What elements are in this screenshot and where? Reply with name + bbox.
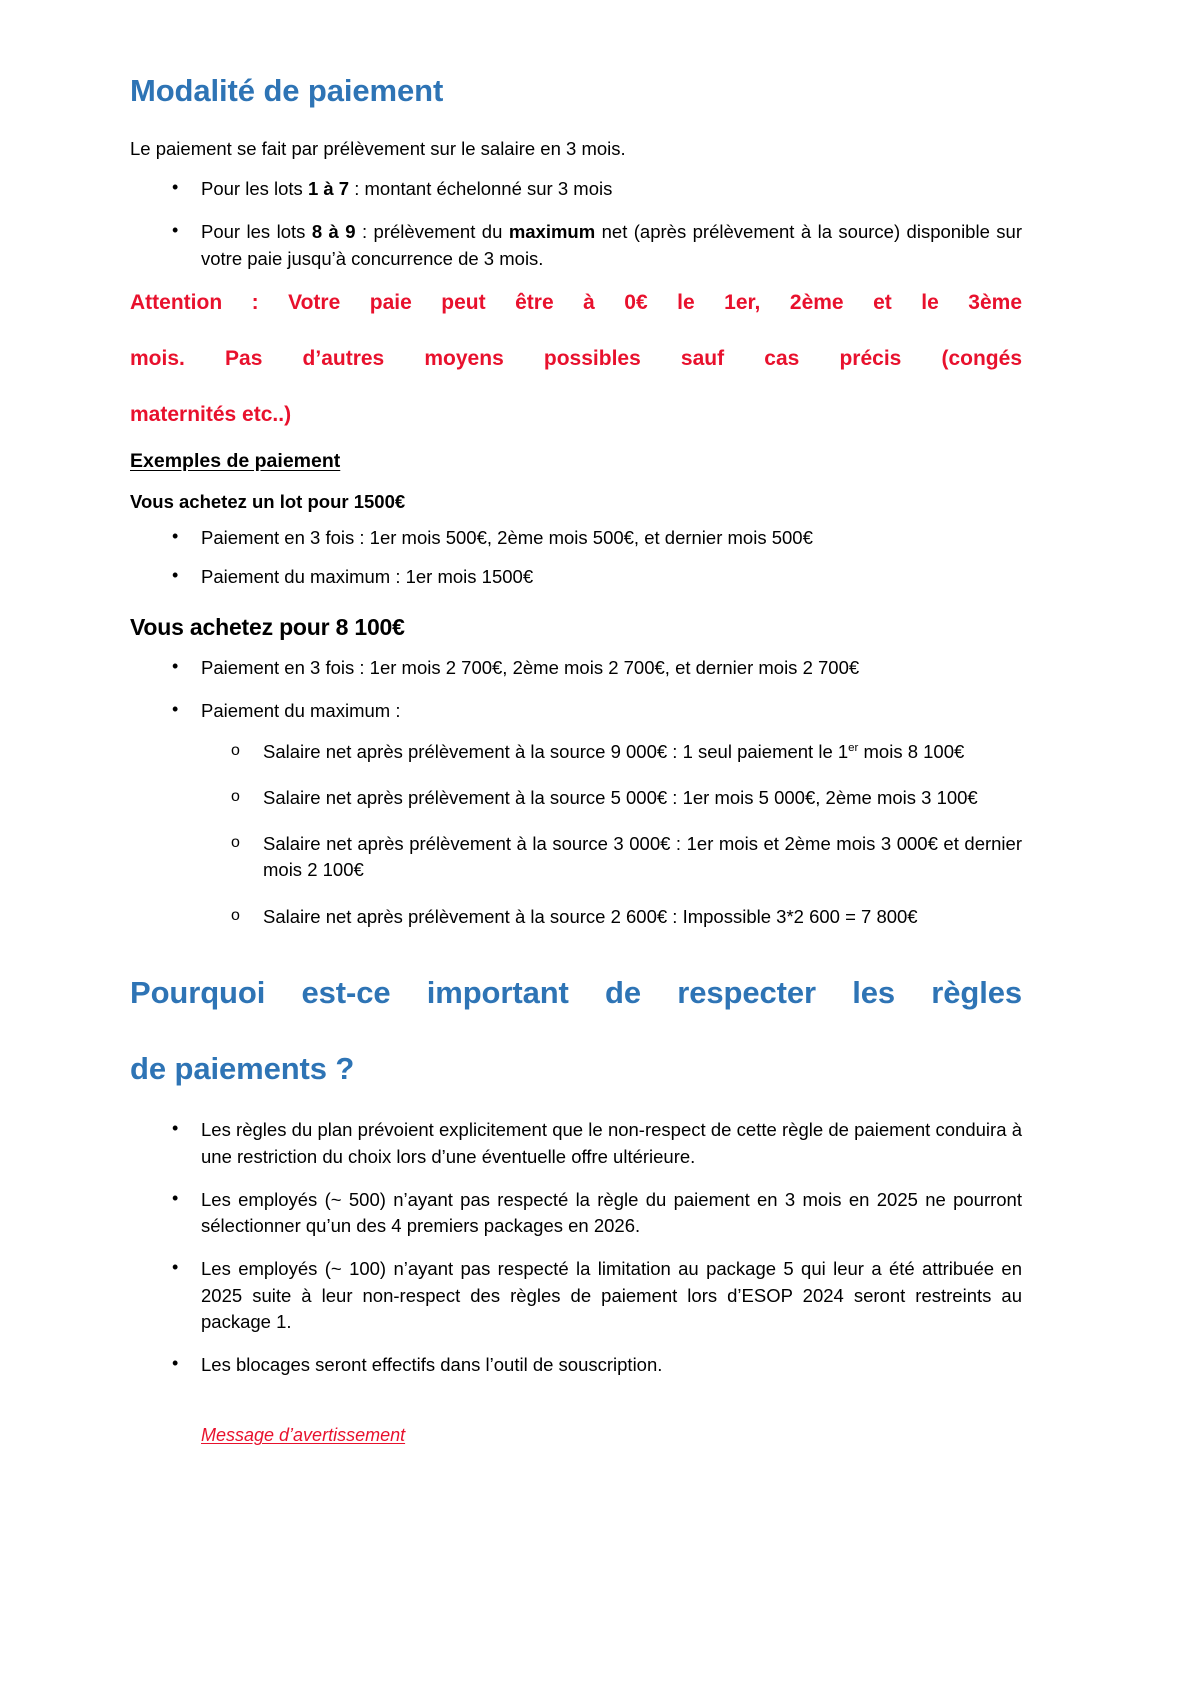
list-item [130, 1352, 1022, 1378]
payment-terms-bullet-list [130, 176, 1022, 272]
subsection-title-examples: Exemples de paiement [130, 450, 341, 473]
superscript-er: er [848, 741, 859, 754]
example-heading-1500: Vous achetez un lot pour 1500€ [130, 491, 406, 513]
sub-bullet-salaire-3000: Salaire net après prélèvement à la source 3 000€ : 1er mois et 2ème mois 3 000€ et dernier mois 2 100€ [263, 833, 1022, 881]
sub-bullet-salaire-5000: Salaire net après prélèvement à la source 5 000€ : 1er mois 5 000€, 2ème mois 3 100€ [263, 786, 978, 808]
section-title-why-rules [130, 974, 1022, 1087]
max-payment-sub-list [201, 739, 1022, 930]
bullet-text-3fois-1500: Paiement en 3 fois : 1er mois 500€, 2ème mois 500€, et dernier mois 500€ [201, 527, 813, 549]
bullet-text-3fois-8100: Paiement en 3 fois : 1er mois 2 700€, 2ème mois 2 700€, et dernier mois 2 700€ [201, 657, 860, 679]
bullet-text-max-8100: Paiement du maximum : [201, 700, 401, 722]
list-item [130, 564, 1022, 590]
bullet-text-lots-8-9: Pour les lots 8 à 9 : prélèvement du maximum net (après prélèvement à la source) disponible sur votre paie jusqu’à concurrence de 3 mois. [201, 221, 1022, 269]
example-8100-bullet-list [130, 655, 1022, 930]
sub-bullet-salaire-9000: Salaire net après prélèvement à la source 9 000€ : 1 seul paiement le 1er mois 8 100€ [263, 740, 965, 762]
warning-message-footnote: Message d’avertissement [201, 1425, 406, 1446]
bullet-text-plan-rules: Les règles du plan prévoient explicitement que le non-respect de cette règle de paiement conduira à une restriction du choix lors d’une éventuelle offre ultérieure. [201, 1119, 1022, 1167]
list-item [130, 219, 1022, 272]
section-title-payment-terms: Modalité de paiement [130, 73, 444, 108]
list-item [130, 1256, 1022, 1335]
why-rules-bullet-list [130, 1117, 1022, 1378]
heading-line: de paiements ? [130, 1050, 355, 1086]
attention-warning-block [130, 289, 1022, 429]
list-item [130, 698, 1022, 930]
list-item [201, 739, 1022, 765]
list-item [130, 655, 1022, 681]
payment-intro-text: Le paiement se fait par prélèvement sur le salaire en 3 mois. [130, 137, 626, 159]
warning-line: Attention : Votre paie peut être à 0€ le 1er, 2ème et le 3ème [130, 290, 1022, 314]
list-item [201, 831, 1022, 884]
warning-line: mois. Pas d’autres moyens possibles sauf cas précis (congés [130, 346, 1022, 370]
bullet-text-max-1500: Paiement du maximum : 1er mois 1500€ [201, 565, 534, 587]
list-item [130, 525, 1022, 551]
list-item [201, 785, 1022, 811]
bullet-text-lots-1-7: Pour les lots 1 à 7 : montant échelonné sur 3 mois [201, 178, 613, 200]
warning-line: maternités etc..) [130, 402, 292, 426]
example-heading-8100: Vous achetez pour 8 100€ [130, 614, 405, 641]
list-item [130, 176, 1022, 202]
example-1500-bullet-list [130, 525, 1022, 590]
list-item [130, 1187, 1022, 1240]
bullet-text-employees-100: Les employés (~ 100) n’ayant pas respecté la limitation au package 5 qui leur a été attribuée en 2025 suite à leur non-respect des règles de paiement lors d’ESOP 2024 seront restreints au package 1. [201, 1258, 1022, 1332]
list-item [130, 1117, 1022, 1170]
bullet-text-blockages: Les blocages seront effectifs dans l’outil de souscription. [201, 1354, 663, 1376]
heading-line: Pourquoi est-ce important de respecter les règles [130, 974, 1022, 1010]
list-item [201, 904, 1022, 930]
bullet-text-employees-500: Les employés (~ 500) n’ayant pas respecté la règle du paiement en 3 mois en 2025 ne pourront sélectionner qu’un des 4 premiers packages en 2026. [201, 1188, 1022, 1237]
sub-bullet-salaire-2600: Salaire net après prélèvement à la source 2 600€ : Impossible 3*2 600 = 7 800€ [263, 905, 918, 927]
